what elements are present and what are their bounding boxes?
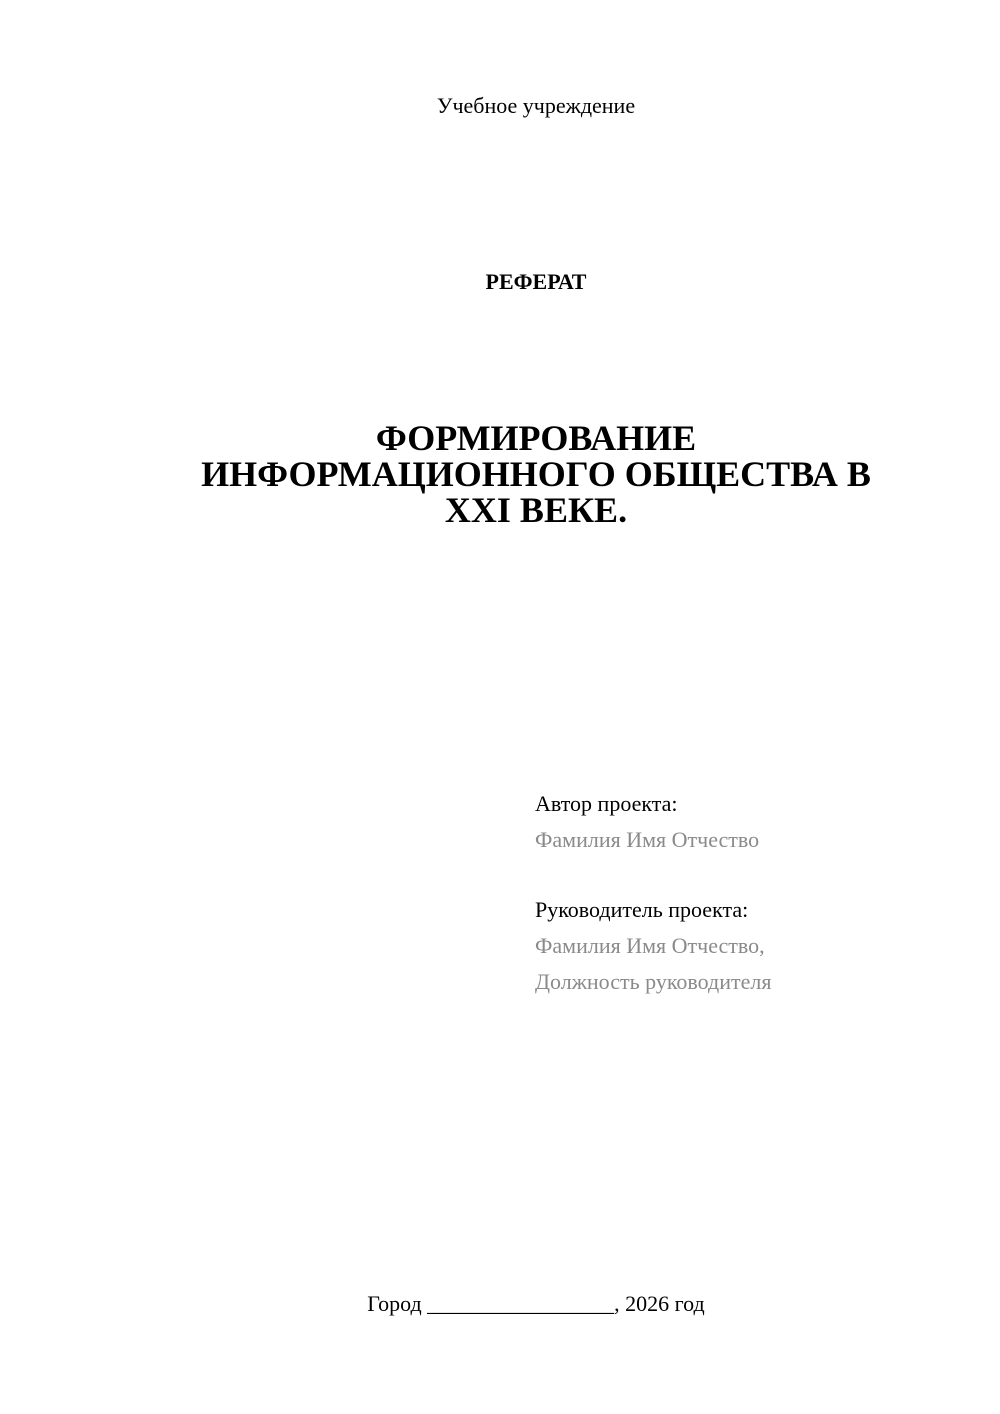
document-title <box>130 420 942 528</box>
document-type: РЕФЕРАТ <box>485 269 587 294</box>
city-year-line: Город _________________, 2026 год <box>367 1291 705 1316</box>
author-block <box>535 786 975 858</box>
supervisor-name: Фамилия Имя Отчество, <box>535 933 765 958</box>
institution-name: Учебное учреждение <box>436 93 636 118</box>
author-name: Фамилия Имя Отчество <box>535 827 760 852</box>
supervisor-label: Руководитель проекта: <box>535 897 749 922</box>
author-label: Автор проекта: <box>535 791 678 816</box>
title-line: XXI ВЕКЕ. <box>444 490 628 530</box>
supervisor-block <box>535 892 975 1000</box>
title-line: ИНФОРМАЦИОННОГО ОБЩЕСТВА В <box>201 454 871 494</box>
supervisor-position: Должность руководителя <box>535 969 772 994</box>
title-line: ФОРМИРОВАНИЕ <box>375 418 697 458</box>
